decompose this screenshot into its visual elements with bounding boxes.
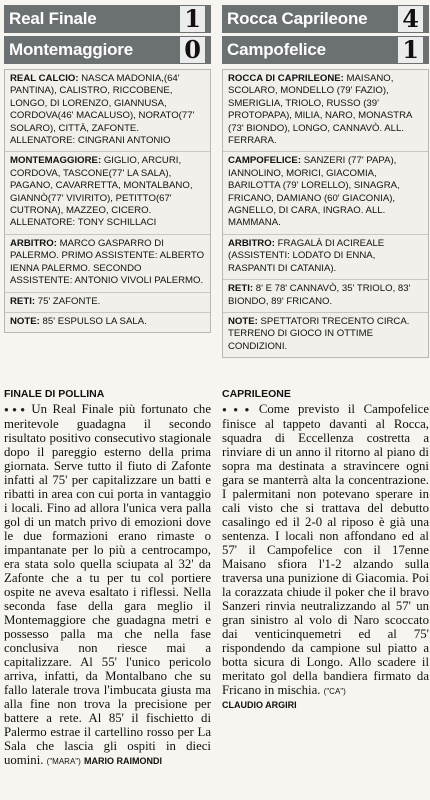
away-lineup [223, 152, 428, 234]
section-label: RETI: [10, 295, 36, 307]
article-text: Come previsto il Campofelice finisce al tappeto davanti al Rocca, squadra di Eccellenza costretta a rinviare di un anno il ritorno al piano di sopra ma destinata a stravincere ogni gara se manterrà alta la concentrazione. I palermitani non potevano sperare in cali visto che si trattava del debutto casalingo ed il 2-0 al riposo è già una sentenza. I locali non affondano ed al 57' il Campofelice con il 17enne Maisano sfiora l'1-2 alzando sulla traversa una punizione di Giacomia. Poi la corazzata chiude il poker che il bravo Sanzeri rinvia neutralizzando al 57' un gran sinistro al volo di Naro scoccato dai venticinquemetri ed al 75' rispondendo da campione sul piatto a botta sicura di Longo. Allo scadere il meritato gol della bandiera firmato da Fricano in mischia. [222, 402, 429, 697]
bullet-dots: ●●● [4, 405, 29, 414]
team-name: Campofelice [227, 40, 326, 59]
match-details-box [222, 69, 429, 358]
notes [5, 313, 210, 332]
goals [223, 280, 428, 313]
section-label: NOTE: [228, 315, 258, 327]
section-text: 85' ESPULSO LA SALA. [42, 315, 147, 327]
article-body [4, 402, 211, 769]
team-name: Rocca Caprileone [227, 9, 368, 28]
article-kicker: FINALE DI POLLINA [4, 388, 105, 400]
team-goals: 1 [180, 6, 205, 32]
home-lineup [223, 70, 428, 152]
section-label: NOTE: [10, 315, 40, 327]
section-text: GIGLIO, ARCURI, CORDOVA, TASCONE(77' LA SALA), PAGANO, CAVARRETTA, MONTALBANO, GIANNÒ(77' VIVIRITO), PETITTO(67' CUTRONA), MAZZEO, CICERO. ALLENATORE: TONY SCHILLACI [10, 155, 193, 229]
match-left [4, 5, 211, 333]
section-label: MONTEMAGGIORE: [10, 155, 102, 167]
article-author: CLAUDIO ARGIRI [222, 700, 297, 710]
team-name: Real Finale [9, 9, 97, 28]
section-label: RETI: [228, 283, 254, 295]
team-name: Montemaggiore [9, 40, 133, 59]
section-text: NASCA MADONIA,(64' PANTINA), CALISTRO, RICCOBENE, LONGO, DI LORENZO, GIANNUSA, CORDOVA(46' MACALUSO), NORATO(77' SOLARO), CITTÀ, ZAFONTE. ALLENATORE: CINGRANI ANTONIO [10, 73, 195, 147]
article-right [222, 388, 429, 710]
article-text: Un Real Finale più fortunato che meritevole guadagna il secondo risultato positivo consecutivo stagionale dopo il pareggio esterno della prima giornata. Serve tutto il fiuto di Zafonte infatti al 75' per capitalizzare un batti e ribatti in area con cui porta in vantaggio i locali. Fino ad allora l'unica vera palla gol di un match privo di emozioni dove le due formazioni erano rimaste o impantanate per lo più a centrocampo, era stata solo quella sciupata al 32' da Zafonte che a tu per tu col portiere ospite ne aveva esaltato i riflessi. Nella seconda fase della gara meglio il Montemaggiore che guadagna metri e possesso palla ma che nella fase conclusiva non riesce mai a capitalizzare. Al 55' l'unico pericolo arriva, infatti, da Montalbano che su fallo laterale trova l'imbucata giusta ma alla fine non trova la precisione per battere a rete. Al 85' il fischietto di Palermo estrae il cartellino rosso per La Sala che lascia gli ospiti in dieci uomini. [4, 402, 212, 767]
bullet-dots: ●●● [222, 405, 256, 414]
scoreline-home [4, 5, 211, 33]
section-label: ROCCA DI CAPRILEONE: [228, 73, 344, 84]
section-text: 8' E 78' CANNAVÒ, 35' TRIOLO, 83' BIONDO, 89' FRICANO. [228, 283, 411, 307]
article-body [222, 402, 429, 699]
article-kicker: CAPRILEONE [222, 388, 291, 400]
referee [5, 235, 210, 293]
scoreline-away [4, 36, 211, 64]
team-goals: 0 [180, 37, 205, 63]
article-initials: ("CA") [323, 687, 346, 696]
section-text: SANZERI (77' PAPA), IANNOLINO, MORICI, GIACOMIA, BARILOTTA (79' LORELLO), SINAGRA, FRICANO, DAMIANO (60' GIACONIA), AGNELLO, DI CARA, INGRAO. ALL. MAMMANA. [228, 155, 400, 229]
notes [223, 313, 428, 357]
section-text: SPETTATORI TRECENTO CIRCA. TERRENO DI GIOCO IN OTTIME CONDIZIONI. [228, 315, 410, 352]
goals [5, 293, 210, 313]
match-right [222, 5, 429, 358]
article-initials: ("MARA") [46, 757, 81, 766]
section-text: MAISANO, SCOLARO, MONDELLO (79' FAZIO), SMERIGLIA, TRIOLO, RUSSO (39' PROTOPAPA), MILIA, NARO, MONASTRA (73' BIONDO), LONGO, CANNAVÒ. ALL. FERRARA. [228, 73, 412, 147]
team-goals: 4 [398, 6, 423, 32]
section-label: ARBITRO: [228, 237, 275, 249]
section-label: REAL CALCIO: [10, 73, 79, 84]
article-author: MARIO RAIMONDI [84, 756, 162, 766]
section-label: CAMPOFELICE: [228, 155, 302, 167]
section-text: 75' ZAFONTE. [37, 295, 101, 307]
match-details-box [4, 69, 211, 333]
scoreline-away [222, 36, 429, 64]
section-text: MARCO GASPARRO DI PALERMO. PRIMO ASSISTENTE: ALBERTO IENNA PALERMO. SECONDO ASSISTENTE: ANTONIO VIVOLI PALERMO. [10, 237, 205, 287]
home-lineup [5, 70, 210, 152]
section-text: FRAGALÀ DI ACIREALE (ASSISTENTI: LODATO DI ENNA, RASPANTI DI CATANIA). [228, 237, 385, 274]
referee [223, 235, 428, 280]
article-left [4, 388, 211, 769]
scoreline-home [222, 5, 429, 33]
team-goals: 1 [398, 37, 423, 63]
away-lineup [5, 152, 210, 234]
section-label: ARBITRO: [10, 237, 57, 249]
